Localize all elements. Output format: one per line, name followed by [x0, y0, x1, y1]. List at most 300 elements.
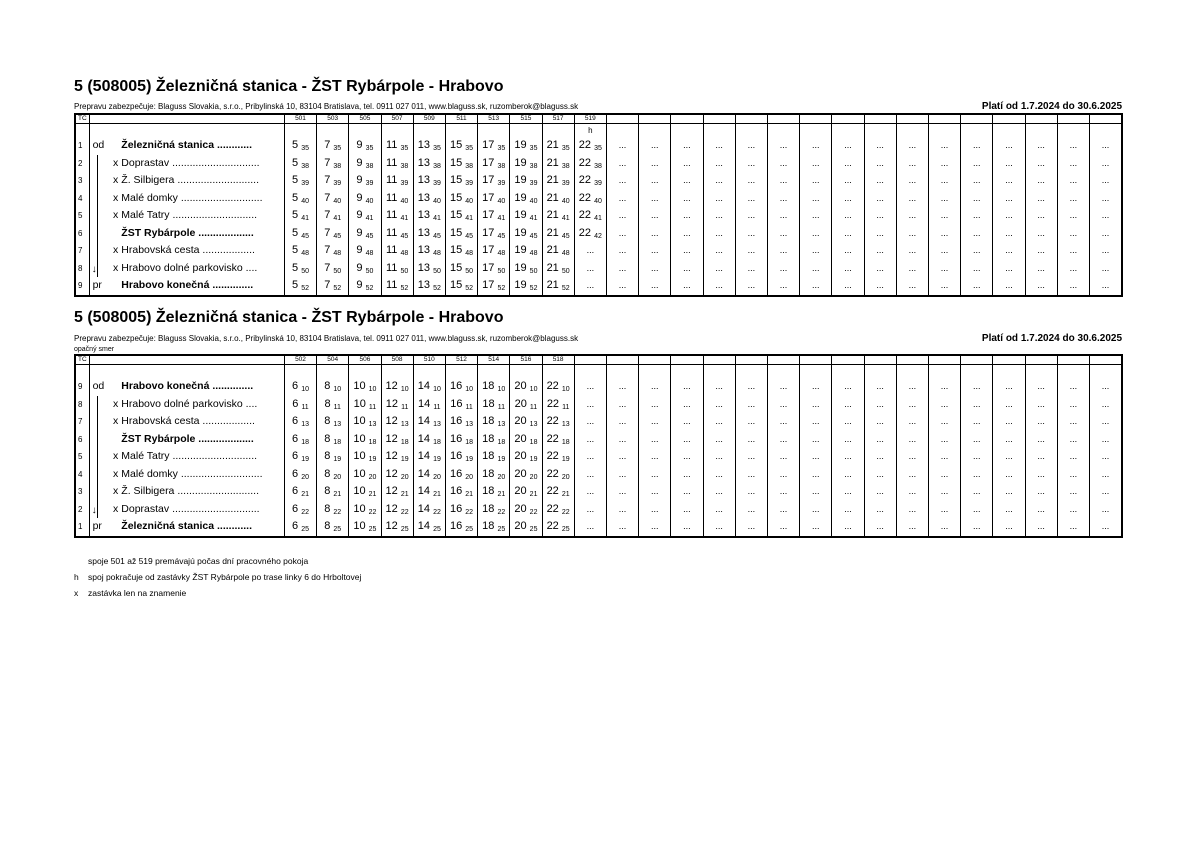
stop-number: 2 — [75, 501, 89, 519]
empty-note — [1057, 124, 1089, 138]
no-service: ... — [735, 242, 767, 260]
departure-hour: 5 — [292, 139, 299, 152]
empty-note — [735, 365, 767, 379]
request-stop-mark — [107, 137, 121, 155]
no-service: ... — [1025, 413, 1057, 431]
trip-note — [542, 124, 574, 138]
no-service: ... — [1057, 448, 1089, 466]
empty-note — [606, 124, 638, 138]
departure-time — [542, 413, 574, 431]
departure-time — [317, 431, 349, 449]
departure-hour: 19 — [514, 244, 527, 257]
departure-minute: 38 — [594, 162, 602, 170]
no-service: ... — [832, 277, 864, 296]
departure-hour: 22 — [546, 502, 559, 515]
empty-trip-header — [961, 114, 993, 124]
no-service: ... — [928, 518, 960, 537]
trip-number: 502 — [284, 355, 316, 365]
departure-time — [542, 483, 574, 501]
departure-minute: 41 — [400, 215, 409, 223]
departure-minute: 45 — [529, 232, 538, 240]
stop-number: 1 — [75, 137, 89, 155]
no-service: ... — [993, 413, 1025, 431]
trip-note — [542, 365, 574, 379]
departure-minute: 35 — [365, 145, 374, 153]
stop-row — [75, 518, 1122, 537]
request-stop-mark: x — [113, 244, 119, 257]
departure-minute: 20 — [465, 473, 474, 481]
departure-time — [542, 172, 574, 190]
empty-trip-header — [639, 355, 671, 365]
departure-time — [317, 172, 349, 190]
departure-minute: 38 — [365, 162, 374, 170]
departure-time — [349, 155, 381, 173]
no-service: ... — [896, 260, 928, 278]
empty-note — [1089, 365, 1122, 379]
no-service: ... — [961, 431, 993, 449]
no-service: ... — [1057, 225, 1089, 243]
stop-number: 7 — [75, 242, 89, 260]
departure-hour: 17 — [482, 156, 495, 169]
no-service: ... — [1089, 155, 1122, 173]
legend-item — [74, 585, 361, 601]
departure-minute: 25 — [433, 526, 441, 534]
header-spacer — [89, 114, 284, 124]
no-service: ... — [993, 155, 1025, 173]
stop-row — [75, 242, 1122, 260]
stop-number: 5 — [75, 448, 89, 466]
no-service: ... — [1089, 501, 1122, 519]
departure-hour: 12 — [385, 432, 398, 445]
no-service: ... — [767, 137, 799, 155]
departure-hour: 8 — [324, 502, 331, 515]
no-service: ... — [639, 378, 671, 396]
departure-hour: 15 — [449, 261, 463, 274]
no-service: ... — [864, 242, 896, 260]
no-service: ... — [767, 396, 799, 414]
departure-hour: 17 — [482, 191, 495, 204]
empty-note — [1025, 124, 1057, 138]
no-service: ... — [671, 207, 703, 225]
departure-hour: 19 — [514, 261, 527, 274]
timetable-grid-outbound — [74, 113, 1123, 297]
empty-note — [800, 365, 832, 379]
no-service: ... — [1025, 448, 1057, 466]
departure-minute: 41 — [365, 215, 374, 223]
departure-time — [284, 225, 316, 243]
departure-hour: 6 — [292, 520, 299, 533]
route-line — [97, 172, 98, 190]
departure-hour: 9 — [356, 261, 363, 274]
departure-minute: 21 — [561, 491, 570, 499]
no-service: ... — [703, 448, 735, 466]
departure-minute: 25 — [400, 526, 409, 534]
departure-minute: 48 — [333, 250, 342, 258]
no-service: ... — [606, 378, 638, 396]
departure-minute: 38 — [561, 162, 570, 170]
stop-number: 6 — [75, 225, 89, 243]
empty-trip-header — [800, 355, 832, 365]
legend-text: spoj pokračuje od zastávky ŽST Rybárpole po trase linky 6 do Hrboltovej — [88, 572, 362, 582]
departure-hour: 17 — [482, 244, 495, 257]
departure-minute: 20 — [301, 473, 309, 481]
departure-hour: 6 — [292, 415, 299, 428]
empty-trip-header — [961, 355, 993, 365]
no-service: ... — [800, 431, 832, 449]
departure-time — [381, 431, 413, 449]
departure-hour: 19 — [514, 156, 527, 169]
stop-flag — [89, 431, 107, 449]
no-service: ... — [1025, 207, 1057, 225]
departure-minute: 41 — [529, 215, 538, 223]
departure-time — [381, 396, 413, 414]
no-service: ... — [832, 155, 864, 173]
trip-number: 516 — [510, 355, 542, 365]
trip-note — [413, 124, 445, 138]
no-service: ... — [864, 466, 896, 484]
departure-time — [478, 483, 510, 501]
no-service: ... — [1025, 155, 1057, 173]
departure-time — [284, 190, 316, 208]
departure-minute: 13 — [529, 421, 538, 429]
empty-note — [864, 124, 896, 138]
no-service: ... — [832, 207, 864, 225]
no-service: ... — [703, 378, 735, 396]
no-service: ... — [1089, 483, 1122, 501]
direction-label: opačný smer — [74, 346, 115, 353]
departure-hour: 17 — [482, 226, 495, 239]
no-service: ... — [993, 260, 1025, 278]
departure-time — [478, 518, 510, 537]
no-service: ... — [735, 378, 767, 396]
departure-hour: 19 — [514, 209, 527, 222]
departure-minute: 40 — [594, 197, 602, 205]
departure-minute: 11 — [333, 403, 341, 411]
empty-trip-header — [606, 355, 638, 365]
departure-minute: 18 — [497, 438, 506, 446]
departure-minute: 22 — [400, 508, 409, 516]
no-service: ... — [993, 225, 1025, 243]
departure-hour: 9 — [356, 279, 363, 292]
departure-time — [349, 448, 381, 466]
no-service: ... — [671, 466, 703, 484]
departure-minute: 22 — [497, 508, 506, 516]
departure-time — [542, 137, 574, 155]
no-service: ... — [703, 207, 735, 225]
departure-minute: 22 — [529, 508, 538, 516]
no-service: ... — [1089, 277, 1122, 296]
no-service: ... — [800, 190, 832, 208]
departure-time — [413, 396, 445, 414]
departure-hour: 21 — [546, 139, 559, 152]
trip-note — [317, 124, 349, 138]
stop-flag — [89, 207, 107, 225]
no-service: ... — [639, 277, 671, 296]
departure-minute: 45 — [465, 232, 474, 240]
departure-time — [510, 225, 542, 243]
departure-time — [381, 155, 413, 173]
departure-hour: 12 — [385, 450, 398, 463]
departure-minute: 39 — [497, 180, 506, 188]
empty-trip-header — [671, 355, 703, 365]
departure-hour: 17 — [482, 261, 495, 274]
no-service: ... — [703, 260, 735, 278]
no-service: ... — [1057, 413, 1089, 431]
departure-time — [317, 501, 349, 519]
departure-minute: 38 — [400, 162, 409, 170]
departure-hour: 6 — [292, 380, 299, 393]
departure-time — [317, 225, 349, 243]
empty-note — [606, 365, 638, 379]
no-service: ... — [767, 431, 799, 449]
no-service: ... — [961, 260, 993, 278]
request-stop-mark: x — [113, 209, 119, 222]
no-service: ... — [1025, 466, 1057, 484]
trip-note — [284, 124, 316, 138]
no-service: ... — [993, 466, 1025, 484]
departure-minute: 40 — [433, 197, 441, 205]
stop-row — [75, 277, 1122, 296]
empty-trip-header — [703, 114, 735, 124]
no-service: ... — [1057, 137, 1089, 155]
stop-name: ŽST Rybárpole ................... — [121, 432, 254, 445]
operator-text: Prepravu zabezpečuje: Blaguss Slovakia, s.r.o., Pribylinská 10, 83104 Bratislava, tel. 0911 027 011, www.blaguss.sk, ruzomberok@blaguss.sk — [74, 334, 579, 343]
departure-time — [349, 483, 381, 501]
departure-time — [349, 207, 381, 225]
no-service: ... — [928, 431, 960, 449]
departure-time — [542, 501, 574, 519]
departure-time — [413, 242, 445, 260]
departure-hour: 7 — [324, 244, 331, 257]
no-service: ... — [639, 207, 671, 225]
departure-time — [349, 225, 381, 243]
no-service: ... — [928, 190, 960, 208]
departure-time — [542, 466, 574, 484]
departure-time — [317, 137, 349, 155]
departure-time — [284, 396, 316, 414]
operator-text: Prepravu zabezpečuje: Blaguss Slovakia, s.r.o., Pribylinská 10, 83104 Bratislava, tel. 0911 027 011, www.blaguss.sk, ruzomberok@blaguss.sk — [74, 102, 579, 111]
stop-flag — [89, 378, 107, 396]
no-service: ... — [961, 466, 993, 484]
departure-hour: 10 — [353, 467, 366, 480]
departure-time — [542, 431, 574, 449]
stop-row — [75, 448, 1122, 466]
departure-minute: 35 — [561, 145, 570, 153]
stop-flag-text: od — [92, 139, 105, 152]
departure-time — [284, 260, 316, 278]
departure-time — [510, 242, 542, 260]
departure-minute: 40 — [301, 197, 309, 205]
departure-hour: 16 — [449, 380, 463, 393]
stop-number: 9 — [75, 277, 89, 296]
departure-hour: 7 — [324, 261, 331, 274]
note-spacer — [75, 365, 89, 379]
operator-line-inbound — [74, 333, 1122, 345]
no-service: ... — [832, 190, 864, 208]
departure-time — [349, 431, 381, 449]
no-service: ... — [1057, 155, 1089, 173]
request-stop-mark: x — [113, 191, 119, 204]
departure-time — [574, 172, 606, 190]
departure-time — [349, 190, 381, 208]
no-service: ... — [735, 225, 767, 243]
request-stop-mark: x — [113, 415, 119, 428]
departure-hour: 16 — [449, 502, 463, 515]
departure-minute: 25 — [368, 526, 377, 534]
departure-time — [445, 483, 477, 501]
departure-minute: 13 — [497, 421, 506, 429]
departure-minute: 18 — [333, 438, 342, 446]
no-service: ... — [639, 190, 671, 208]
stop-flag — [89, 483, 107, 501]
no-service: ... — [606, 277, 638, 296]
timetable-inbound — [74, 309, 1122, 538]
no-service: ... — [671, 137, 703, 155]
no-service: ... — [800, 137, 832, 155]
empty-trip-header — [1089, 355, 1122, 365]
departure-time — [284, 207, 316, 225]
trip-number: 510 — [413, 355, 445, 365]
empty-trip-header — [864, 114, 896, 124]
departure-time — [445, 137, 477, 155]
departure-minute: 22 — [301, 508, 309, 516]
departure-hour: 10 — [353, 520, 366, 533]
departure-time — [381, 466, 413, 484]
no-service: ... — [832, 137, 864, 155]
departure-time — [349, 260, 381, 278]
no-service: ... — [606, 483, 638, 501]
departure-minute: 41 — [301, 215, 309, 223]
no-service: ... — [800, 225, 832, 243]
stop-name: Hrabovo dolné parkovisko .... — [121, 397, 258, 410]
route-line — [97, 396, 98, 414]
stop-name: Ž. Silbigera ............................ — [121, 485, 260, 498]
departure-minute: 41 — [433, 215, 441, 223]
no-service: ... — [961, 277, 993, 296]
departure-minute: 21 — [333, 491, 342, 499]
no-service: ... — [961, 225, 993, 243]
empty-note — [993, 365, 1025, 379]
empty-note — [832, 124, 864, 138]
no-service: ... — [735, 190, 767, 208]
departure-time — [478, 242, 510, 260]
trip-number-row — [75, 114, 1122, 124]
trip-note-row — [75, 365, 1122, 379]
departure-time — [510, 277, 542, 296]
no-service: ... — [1025, 190, 1057, 208]
departure-time — [510, 172, 542, 190]
trip-note-row — [75, 124, 1122, 138]
departure-hour: 18 — [482, 467, 495, 480]
stop-name: Hrabovo konečná .............. — [121, 279, 254, 292]
departure-minute: 25 — [301, 526, 309, 534]
departure-time — [317, 242, 349, 260]
departure-hour: 7 — [324, 209, 331, 222]
no-service: ... — [639, 242, 671, 260]
departure-hour: 13 — [417, 191, 430, 204]
no-service: ... — [1089, 431, 1122, 449]
empty-trip-header — [639, 114, 671, 124]
no-service: ... — [639, 431, 671, 449]
departure-time — [413, 172, 445, 190]
departure-time — [510, 137, 542, 155]
no-service: ... — [606, 466, 638, 484]
tc-header: TČ — [75, 355, 89, 365]
departure-hour: 22 — [578, 191, 592, 204]
no-service: ... — [896, 207, 928, 225]
departure-time — [317, 448, 349, 466]
departure-hour: 12 — [385, 520, 398, 533]
no-service: ... — [671, 448, 703, 466]
departure-hour: 9 — [356, 156, 363, 169]
departure-hour: 10 — [353, 450, 366, 463]
departure-minute: 35 — [333, 145, 342, 153]
stop-number: 3 — [75, 172, 89, 190]
departure-minute: 50 — [465, 267, 474, 275]
empty-note — [896, 124, 928, 138]
departure-minute: 13 — [433, 421, 441, 429]
route-line — [97, 155, 98, 173]
request-stop-mark — [107, 277, 121, 296]
departure-time — [413, 260, 445, 278]
departure-minute: 40 — [465, 197, 474, 205]
no-service: ... — [1057, 172, 1089, 190]
no-service: ... — [993, 518, 1025, 537]
departure-hour: 14 — [417, 485, 430, 498]
departure-time — [445, 448, 477, 466]
departure-time — [349, 137, 381, 155]
departure-hour: 7 — [324, 191, 331, 204]
departure-minute: 50 — [365, 267, 374, 275]
stop-flag — [89, 277, 107, 296]
departure-hour: 13 — [417, 244, 430, 257]
departure-hour: 22 — [578, 226, 592, 239]
departure-minute: 38 — [529, 162, 538, 170]
empty-note — [800, 124, 832, 138]
stop-flag — [89, 225, 107, 243]
departure-minute: 39 — [594, 180, 602, 188]
no-service: ... — [606, 155, 638, 173]
departure-hour: 9 — [356, 209, 363, 222]
no-service: ... — [832, 413, 864, 431]
departure-time — [510, 466, 542, 484]
departure-hour: 6 — [292, 450, 299, 463]
departure-time — [349, 466, 381, 484]
stop-row — [75, 413, 1122, 431]
no-service: ... — [896, 137, 928, 155]
departure-time — [381, 260, 413, 278]
departure-minute: 22 — [561, 508, 570, 516]
departure-time — [381, 242, 413, 260]
departure-time — [413, 155, 445, 173]
request-stop-mark — [107, 378, 121, 396]
stop-row — [75, 501, 1122, 519]
departure-time — [317, 207, 349, 225]
stop-flag — [89, 172, 107, 190]
departure-time — [381, 190, 413, 208]
departure-minute: 40 — [333, 197, 342, 205]
no-service: ... — [671, 431, 703, 449]
departure-hour: 9 — [356, 191, 363, 204]
stop-number: 7 — [75, 413, 89, 431]
departure-time — [445, 172, 477, 190]
no-service: ... — [703, 396, 735, 414]
departure-minute: 20 — [561, 473, 570, 481]
no-service: ... — [864, 207, 896, 225]
departure-minute: 18 — [368, 438, 377, 446]
departure-time — [349, 396, 381, 414]
stop-number: 8 — [75, 260, 89, 278]
